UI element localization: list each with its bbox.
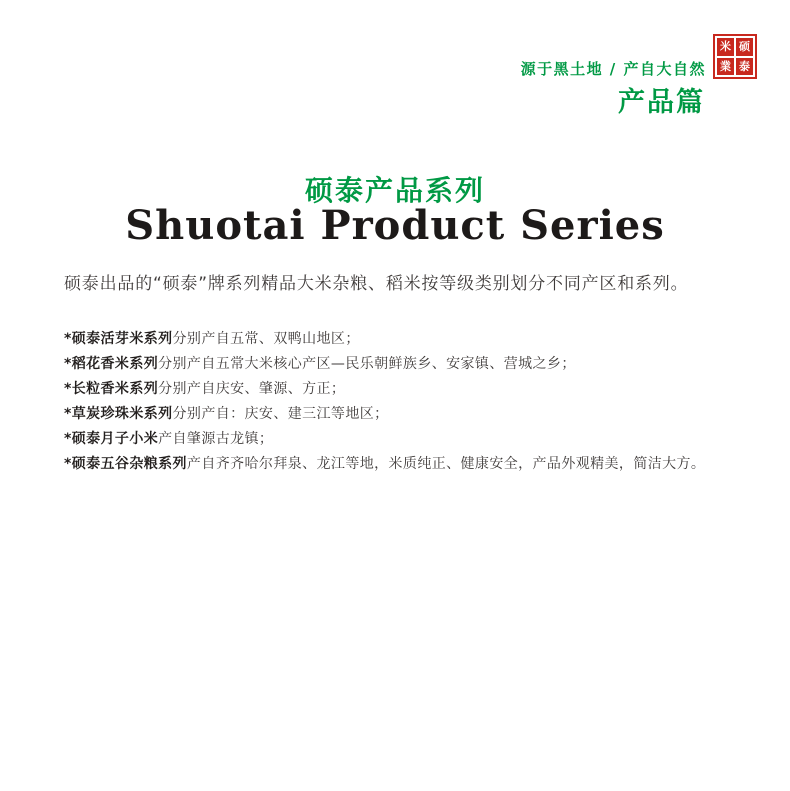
product-name: *硕泰月子小米 — [64, 431, 159, 447]
seal-char: 業 — [717, 58, 734, 76]
product-list — [64, 327, 750, 477]
seal-char: 米 — [717, 38, 734, 56]
product-desc: 分别产自庆安、肇源、方正； — [158, 381, 346, 397]
product-item — [64, 377, 750, 402]
brand-tagline: 源于黑土地 / 产自大自然 — [520, 60, 706, 78]
product-item — [64, 427, 750, 452]
product-desc: 产自齐齐哈尔拜泉、龙江等地，米质纯正、健康安全，产品外观精美，简洁大方。 — [186, 456, 706, 472]
product-name: *硕泰五谷杂粮系列 — [64, 456, 187, 472]
product-desc: 分别产自五常、双鸭山地区； — [172, 331, 360, 347]
seal-char: 泰 — [736, 58, 753, 76]
brand-seal-icon — [713, 34, 757, 79]
product-item — [64, 352, 750, 377]
product-name: *草炭珍珠米系列 — [64, 406, 173, 422]
product-name: *硕泰活芽米系列 — [64, 331, 173, 347]
product-desc: 产自肇源古龙镇； — [158, 431, 274, 447]
seal-char: 硕 — [736, 38, 753, 56]
product-item — [64, 402, 750, 427]
product-desc: 分别产自五常大米核心产区—民乐朝鲜族乡、安家镇、营城之乡； — [158, 356, 576, 372]
page-title-en: Shuotai Product Series — [125, 202, 665, 249]
product-name: *稻花香米系列 — [64, 356, 159, 372]
intro-paragraph: 硕泰出品的“硕泰”牌系列精品大米杂粮、稻米按等级类别划分不同产区和系列。 — [64, 274, 689, 294]
product-desc: 分别产自：庆安、建三江等地区； — [172, 406, 389, 422]
page-title-zh: 硕泰产品系列 — [304, 174, 485, 207]
product-item — [64, 327, 750, 352]
product-name: *长粒香米系列 — [64, 381, 159, 397]
section-label: 产品篇 — [618, 87, 705, 118]
product-item — [64, 452, 750, 477]
